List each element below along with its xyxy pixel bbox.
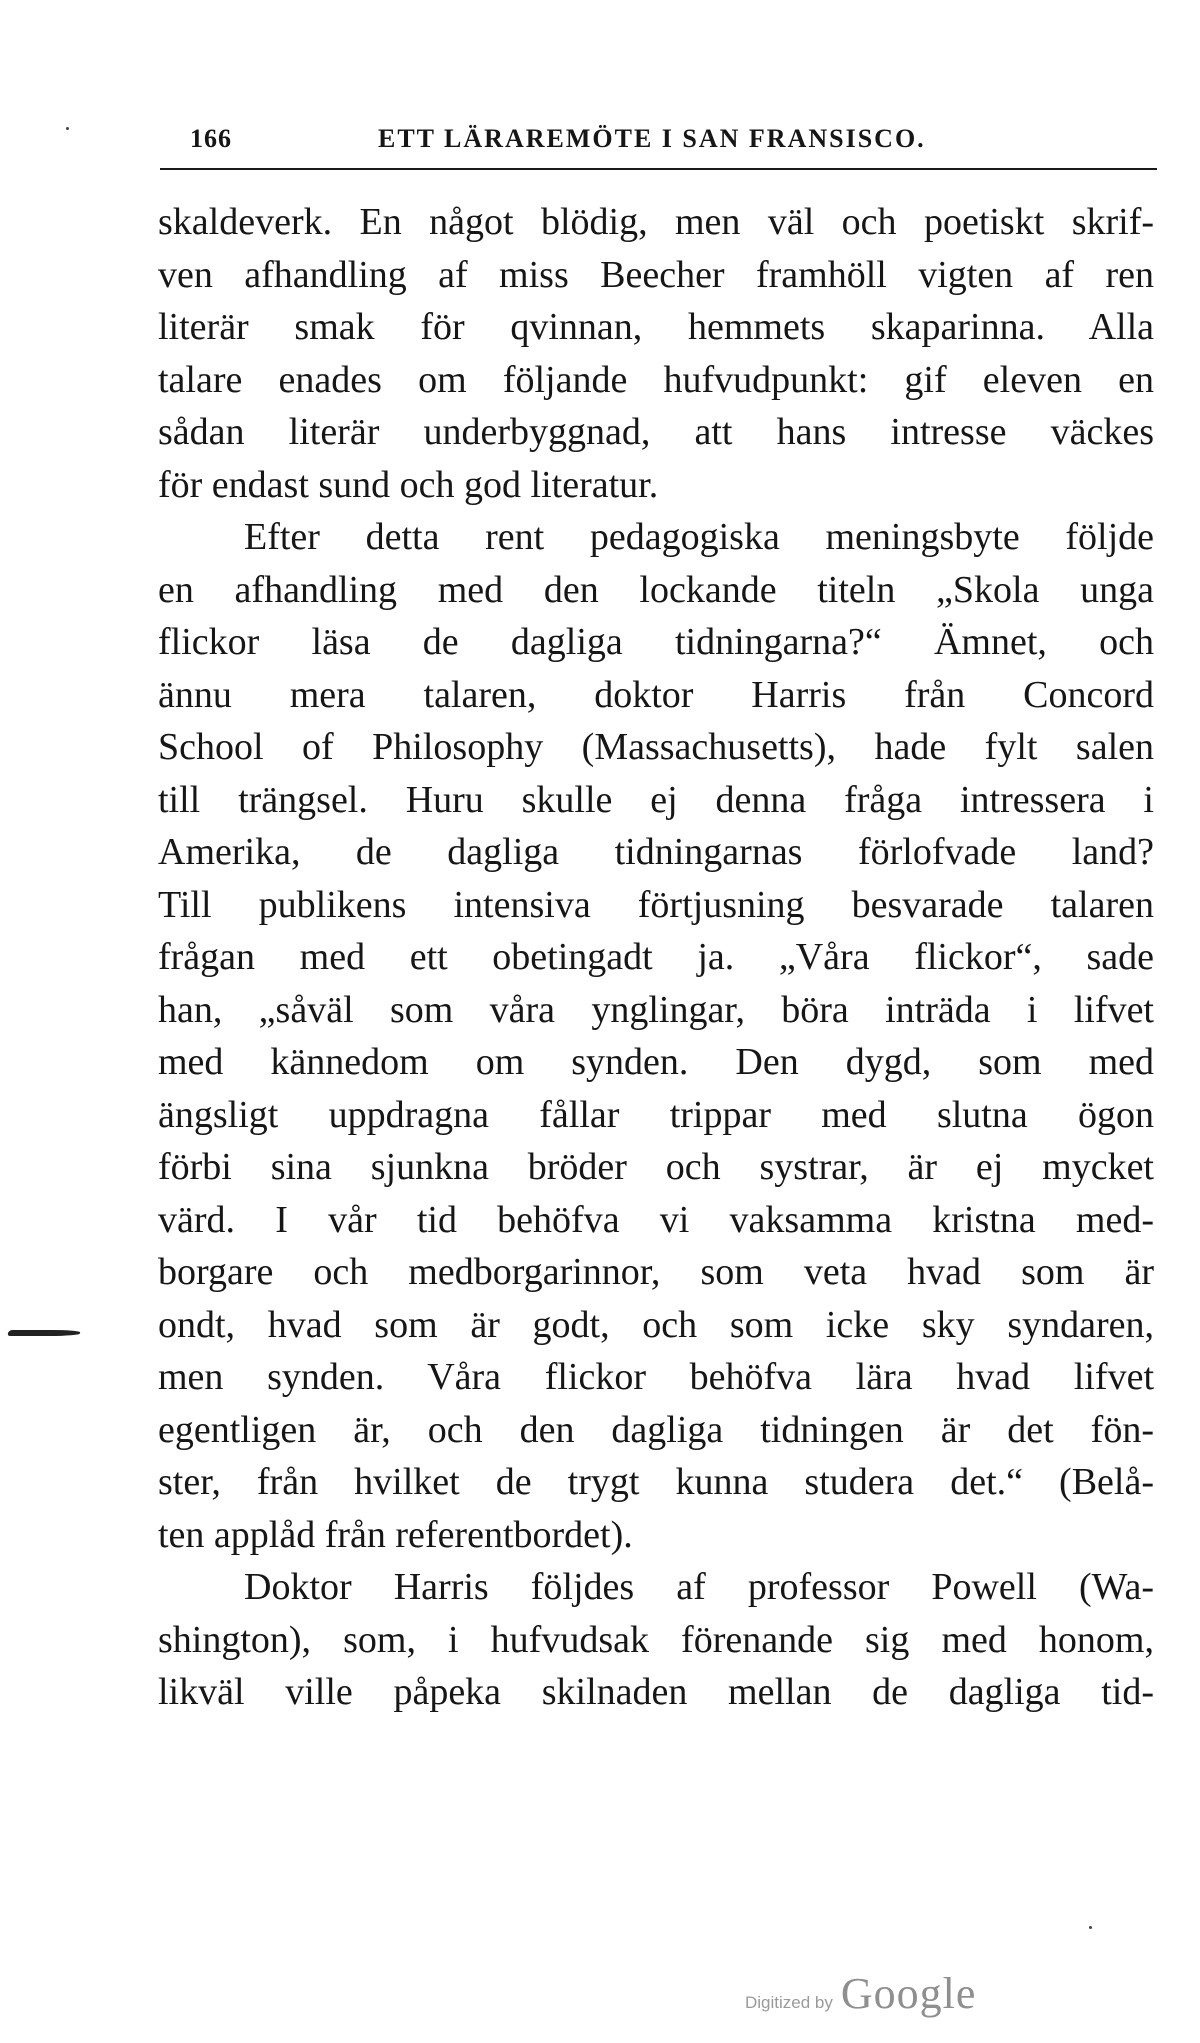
text-line: shington), som, i hufvudsak förenande sig med honom, (158, 1618, 1154, 1661)
ink-speck (66, 127, 69, 130)
watermark-prefix: Digitized by (745, 1993, 833, 2012)
ink-speck (1089, 1926, 1092, 1929)
text-line: värd. I vår tid behöfva vi vaksamma kristna med- (158, 1198, 1154, 1241)
text-line: Amerika, de dagliga tidningarnas förlofvade land? (158, 831, 1154, 873)
text-line: ven afhandling af miss Beecher framhöll vigten af ren (158, 253, 1154, 296)
text-line: egentligen är, och den dagliga tidningen är det fön- (158, 1408, 1154, 1451)
text-line: likväl ville påpeka skilnaden mellan de dagliga tid- (158, 1671, 1154, 1713)
paragraph-end-line: ten applåd från referentbordet). (158, 1513, 633, 1556)
text-line: borgare och medborgarinnor, som veta hvad som är (158, 1251, 1154, 1293)
paragraph-start-line: Efter detta rent pedagogiska meningsbyte följde (244, 516, 1154, 558)
text-line: ännu mera talaren, doktor Harris från Concord (158, 673, 1154, 716)
text-line: med kännedom om synden. Den dygd, som med (158, 1041, 1154, 1083)
body-text (158, 196, 1154, 1719)
text-line: sådan literär underbyggnad, att hans intresse väckes (158, 411, 1154, 453)
text-line: flickor läsa de dagliga tidningarna?“ Ämnet, och (158, 621, 1154, 663)
running-head: ETT LÄRAREMÖTE I SAN FRANSISCO. (378, 124, 926, 153)
text-line: School of Philosophy (Massachusetts), hade fylt salen (158, 726, 1154, 768)
text-line: ängsligt uppdragna fållar trippar med slutna ögon (158, 1093, 1154, 1136)
text-line: literär smak för qvinnan, hemmets skaparinna. Alla (158, 306, 1154, 348)
text-line: han, „såväl som våra ynglingar, böra inträda i lifvet (158, 988, 1154, 1031)
watermark-brand: Google (840, 1969, 977, 2018)
text-line: till trängsel. Huru skulle ej denna fråga intressera i (158, 778, 1154, 821)
paragraph-end-line: för endast sund och god literatur. (158, 463, 659, 506)
text-line: en afhandling med den lockande titeln „Skola unga (158, 568, 1154, 611)
text-line: skaldeverk. En något blödig, men väl och poetiskt skrif- (158, 201, 1154, 243)
page-header (160, 124, 1157, 164)
digitized-watermark (745, 1968, 976, 2028)
paragraph-start-line: Doktor Harris följdes af professor Powell (Wa- (244, 1566, 1154, 1608)
text-line: frågan med ett obetingadt ja. „Våra flickor“, sade (158, 936, 1154, 978)
text-line: men synden. Våra flickor behöfva lära hvad lifvet (158, 1356, 1154, 1398)
text-line: Till publikens intensiva förtjusning besvarade talaren (158, 883, 1154, 926)
text-line: talare enades om följande hufvudpunkt: gif eleven en (158, 358, 1154, 401)
text-line: förbi sina sjunkna bröder och systrar, är ej mycket (158, 1146, 1154, 1188)
header-rule (160, 168, 1157, 170)
text-line: ondt, hvad som är godt, och som icke sky syndaren, (158, 1303, 1154, 1346)
page-number: 166 (190, 124, 232, 153)
margin-pointer-mark (7, 1330, 81, 1336)
text-line: ster, från hvilket de trygt kunna studera det.“ (Belå- (158, 1461, 1154, 1503)
